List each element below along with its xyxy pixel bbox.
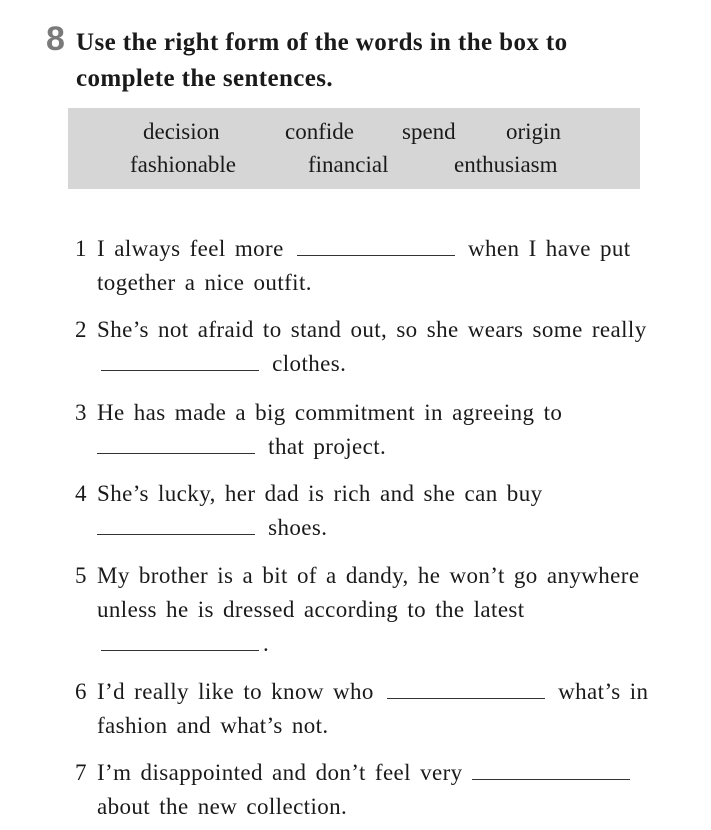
answer-blank[interactable] — [97, 512, 255, 535]
sentence-text-after: that project. — [268, 434, 387, 459]
sentence-text-before: She’s not afraid to stand out, so she wears some really — [97, 317, 647, 342]
word-box-item: decision — [143, 119, 220, 144]
sentence-text-after: . — [263, 631, 270, 656]
sentence-item — [75, 559, 667, 661]
exercise-number: 8 — [46, 20, 65, 58]
sentence-number: 2 — [75, 317, 87, 342]
sentence-number: 6 — [75, 679, 87, 704]
sentence-item — [75, 232, 667, 300]
sentence-text-before: My brother is a bit of a dandy, he won’t go anywhere unless he is dressed according to the latest — [97, 563, 640, 622]
word-box-item: confide — [285, 119, 354, 144]
answer-blank[interactable] — [97, 431, 255, 454]
word-box-item: origin — [506, 119, 561, 144]
sentence-text-before: I always feel more — [97, 236, 284, 261]
sentence-text-before: He has made a big commitment in agreeing to — [97, 400, 563, 425]
exercise-instruction: Use the right form of the words in the box to complete the sentences. — [76, 29, 568, 92]
answer-blank[interactable] — [297, 233, 455, 256]
sentence-item — [75, 396, 667, 464]
sentence-text-after: when I have put together a nice outfit. — [97, 236, 631, 295]
sentence-text-before: She’s lucky, her dad is rich and she can buy — [97, 481, 543, 506]
word-box-item: spend — [402, 119, 456, 144]
sentence-text-after: what’s in fashion and what’s not. — [97, 679, 649, 738]
sentence-text-after: clothes. — [272, 351, 347, 376]
sentence-text-before: I’m disappointed and don’t feel very — [97, 760, 463, 785]
word-box-item: financial — [308, 152, 389, 177]
answer-blank[interactable] — [472, 757, 630, 780]
sentence-number: 4 — [75, 481, 87, 506]
word-box — [68, 108, 640, 189]
sentence-item — [75, 756, 667, 824]
answer-blank[interactable] — [101, 628, 259, 651]
sentence-number: 3 — [75, 400, 87, 425]
sentence-text-before: I’d really like to know who — [97, 679, 374, 704]
sentence-number: 5 — [75, 563, 87, 588]
sentence-item — [75, 477, 667, 545]
word-box-item: fashionable — [130, 152, 237, 177]
sentence-item — [75, 675, 667, 743]
word-box-item: enthusiasm — [454, 152, 558, 177]
answer-blank[interactable] — [101, 348, 259, 371]
sentence-text-after: shoes. — [268, 515, 328, 540]
sentence-text-after: about the new collection. — [97, 794, 348, 819]
sentence-number: 1 — [75, 236, 87, 261]
sentence-item — [75, 313, 667, 381]
sentence-number: 7 — [75, 760, 87, 785]
answer-blank[interactable] — [387, 676, 545, 699]
